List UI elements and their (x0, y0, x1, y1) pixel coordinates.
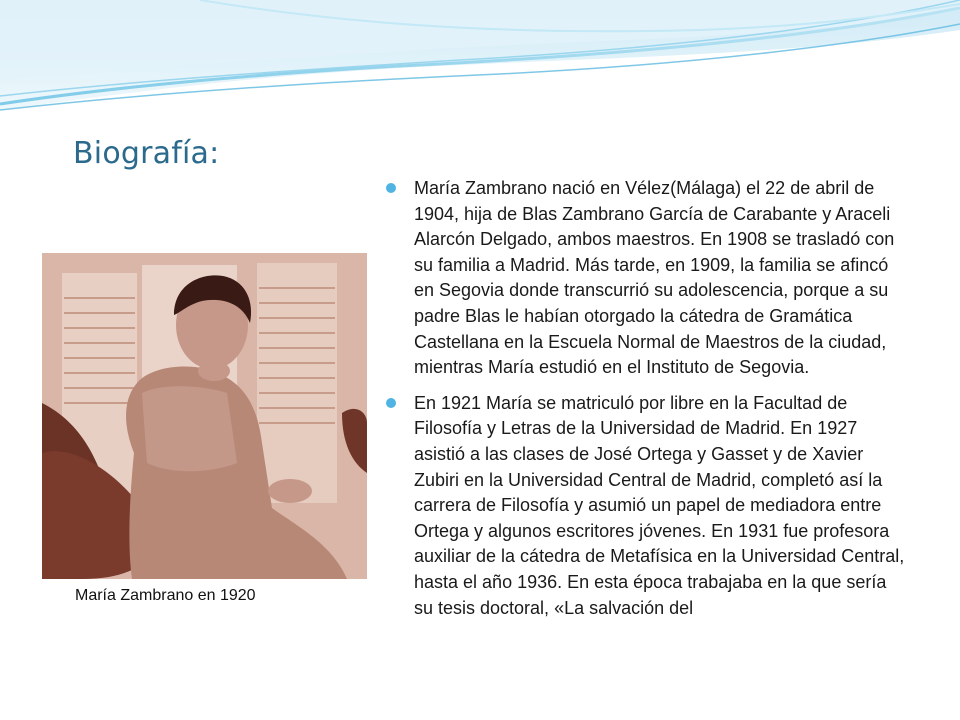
biography-text (386, 176, 906, 631)
bullet-text: María Zambrano nació en Vélez(Málaga) el 22 de abril de 1904, hija de Blas Zambrano García de Carabante y Araceli Alarcón Delgado, ambos maestros. En 1908 se trasladó con su familia a Madrid. Más tarde, en 1909, la familia se afincó en Segovia donde transcurrió su adolescencia, porque a su padre Blas le habían otorgado la cátedra de Gramática Castellana en la Escuela Normal de Maestros de la ciudad, mientras María estudió en el Instituto de Segovia. (414, 178, 895, 378)
bullet-item (386, 176, 906, 381)
wave-header-decoration (0, 0, 960, 120)
bullet-item (386, 391, 906, 621)
photo-caption: María Zambrano en 1920 (75, 587, 256, 604)
bullet-dot-icon (386, 183, 396, 193)
bullet-dot-icon (386, 398, 396, 408)
slide-title: Biografía: (73, 136, 220, 171)
portrait-photo (42, 253, 367, 579)
bullet-text: En 1921 María se matriculó por libre en la Facultad de Filosofía y Letras de la Universidad de Madrid. En 1927 asistió a las clases de José Ortega y Gasset y de Xavier Zubiri en la Universidad Central de Madrid, completó así la carrera de Filosofía y asumió un papel de mediadora entre Ortega y algunos escritores jóvenes. En 1931 fue profesora auxiliar de la cátedra de Metafísica en la Universidad Central, hasta el año 1936. En esta época trabajaba en la que sería su tesis doctoral, «La salvación del (414, 392, 905, 618)
bullet-list (386, 176, 906, 621)
